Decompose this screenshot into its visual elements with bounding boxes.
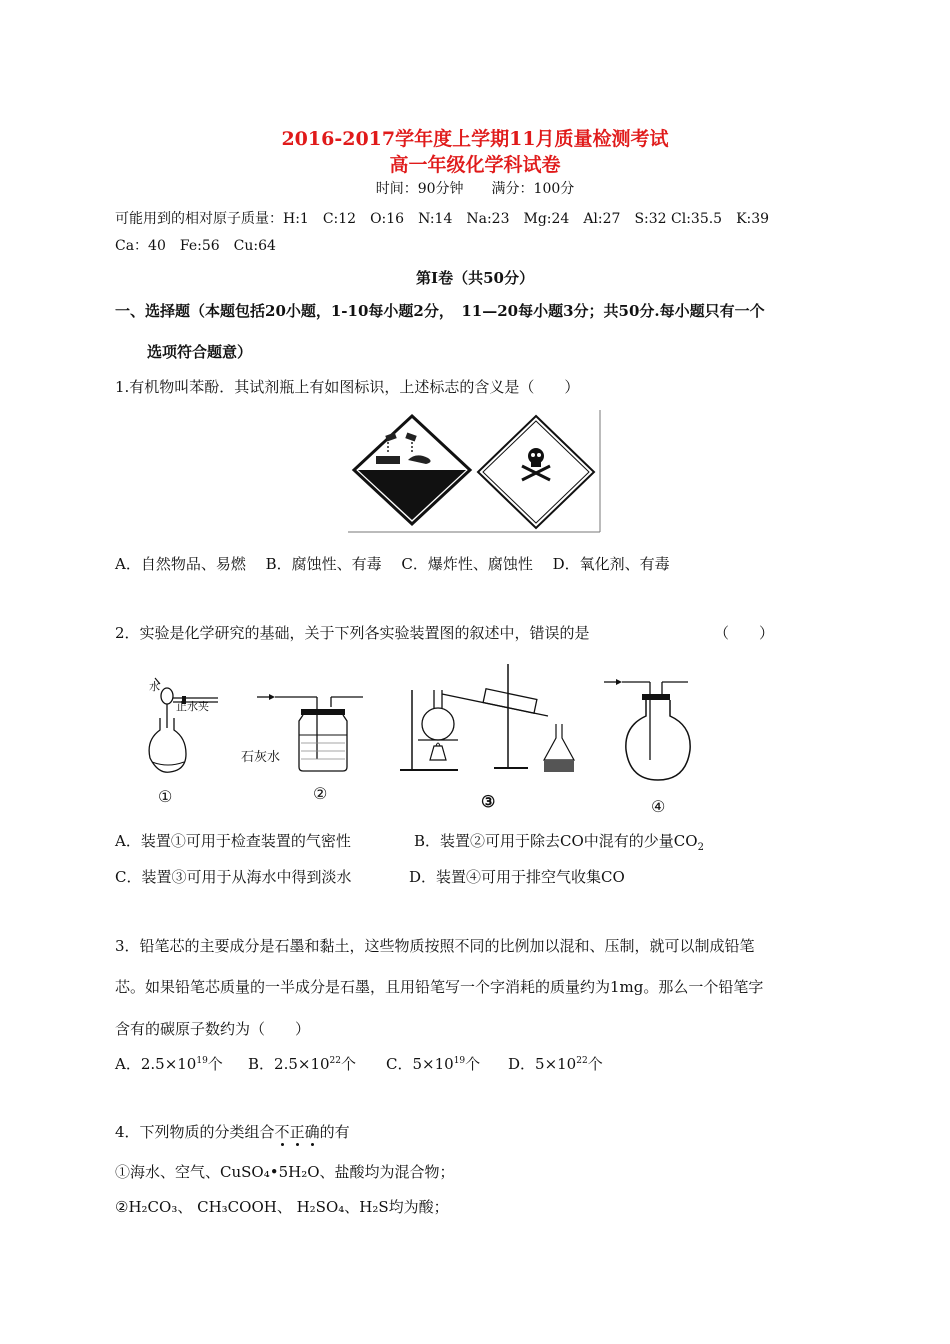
volume-heading: 第Ⅰ卷（共50分） xyxy=(416,269,534,287)
apparatus-3-number: ③ xyxy=(481,792,496,811)
q4-item1: ①海水、空气、CuSO₄•5H₂O、盐酸均为混合物； xyxy=(115,1163,455,1181)
q2-bracket: （ ） xyxy=(714,624,775,642)
section-heading-line1: 一、选择题（本题包括20小题，1-10每小题2分， 11—20每小题3分；共50分.每小题只有一个 xyxy=(115,302,765,320)
time-score-line: 时间：90分钟 满分：100分 xyxy=(375,181,575,197)
q1-stem: 1.有机物叫苯酚．其试剂瓶上有如图标识，上述标志的含义是（ ） xyxy=(115,378,580,396)
apparatus-2-limewater-label: 石灰水 xyxy=(241,750,281,765)
apparatus-1-number: ① xyxy=(158,787,173,806)
q2-option-a: A．装置①可用于检查装置的气密性 xyxy=(115,832,351,850)
q3-option-c: C．$5\times 10^{19}$个 xyxy=(386,1055,481,1073)
q2-option-d: D．装置④可用于排空气收集CO xyxy=(409,868,625,886)
apparatus-3-figure xyxy=(398,660,578,778)
apparatus-4-number: ④ xyxy=(651,797,666,816)
section-heading-line2: 选项符合题意） xyxy=(147,343,253,361)
q3-option-a: A．$2.5\times 10^{19}$个 xyxy=(115,1055,223,1073)
exam-subtitle: 高一年级化学科试卷 xyxy=(389,154,561,176)
exam-title: 2016-2017学年度上学期11月质量检测考试 xyxy=(281,128,669,150)
toxic-symbol-icon xyxy=(478,416,594,528)
q4-item2: ②H₂CO₃、 CH₃COOH、 H₂SO₄、H₂S均为酸； xyxy=(115,1198,449,1216)
q3-line3: 含有的碳原子数约为（ ） xyxy=(115,1020,311,1038)
apparatus-2-number: ② xyxy=(313,784,328,803)
q1-options: A．自然物品、易燃 B．腐蚀性、有毒 C．爆炸性、腐蚀性 D．氧化剂、有毒 xyxy=(115,555,670,573)
hazard-symbols-figure xyxy=(346,408,602,534)
q2-option-b: B．装置②可用于除去CO中混有的少量$CO_2$ xyxy=(414,832,704,853)
q3-line2: 芯。如果铅笔芯质量的一半成分是石墨，且用铅笔写一个字消耗的质量约为1mg。那么一个铅笔字 xyxy=(115,978,764,996)
q3-line1: 3．铅笔芯的主要成分是石墨和黏土，这些物质按照不同的比例加以混和、压制，就可以制成铅笔 xyxy=(115,937,755,955)
atomic-masses-line2: Ca：40 Fe:56 Cu:64 xyxy=(115,238,276,254)
q4-stem: 4．下列物质的分类组合不正确的有 xyxy=(115,1123,350,1141)
apparatus-1-water-label: 水 xyxy=(149,680,160,693)
corrosive-symbol-icon xyxy=(354,416,470,524)
q3-option-b: B．$2.5\times 10^{22}$个 xyxy=(248,1055,357,1073)
atomic-masses-line1: 可能用到的相对原子质量：H:1 C:12 O:16 N:14 Na:23 Mg:24 Al:27 S:32 Cl:35.5 K:39 xyxy=(115,211,770,227)
q3-option-d: D．$5\times 10^{22}$个 xyxy=(508,1055,603,1073)
apparatus-1-clamp-label: 止水夹 xyxy=(176,700,209,713)
q2-option-c: C．装置③可用于从海水中得到淡水 xyxy=(115,868,352,886)
q2-stem: 2．实验是化学研究的基础，关于下列各实验装置图的叙述中，错误的是 xyxy=(115,624,590,642)
apparatus-4-figure xyxy=(600,670,695,786)
